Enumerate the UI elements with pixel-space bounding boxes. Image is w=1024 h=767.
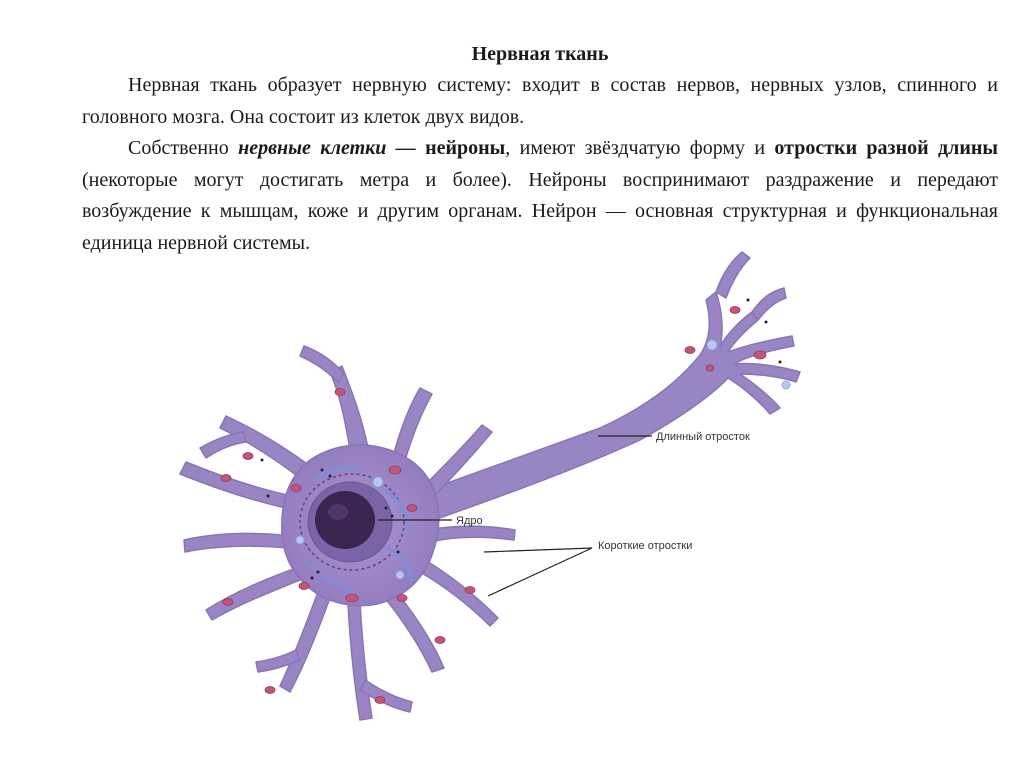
- axon-branch: [716, 252, 750, 298]
- nucleus-label: Ядро: [456, 515, 483, 527]
- dendrite: [385, 590, 444, 672]
- paragraph-2-neurons: нейроны: [425, 137, 506, 159]
- axon-branch: [752, 288, 786, 320]
- paragraph-2-text-c: (некоторые могут достигать метра и более). Нейроны воспринимают раздражение и передают возбуждение к мышцам, коже и другим органам. Нейрон — основная структурная и функциональная единица нервной системы.: [82, 168, 998, 254]
- dendrite: [300, 346, 344, 382]
- neuron: [180, 252, 800, 720]
- dendrite: [180, 462, 292, 508]
- document-title: Нервная ткань: [471, 43, 609, 65]
- dendrite: [220, 416, 310, 478]
- dendrite: [280, 592, 330, 692]
- short-processes-leader-1: [484, 548, 592, 552]
- dendrite: [420, 560, 498, 626]
- short-processes-label: Короткие отростки: [598, 540, 693, 552]
- paragraph-1-text: Нервная ткань образует нервную систему: входит в состав нервов, нервных узлов, спинного и головного мозга. Она состоит из клеток двух видов.: [82, 74, 998, 128]
- dendrite: [200, 432, 246, 458]
- dendrite: [348, 602, 372, 720]
- paragraph-2-nerve-cells: нервные клетки —: [238, 137, 426, 159]
- dendrite: [428, 526, 515, 542]
- dendrite: [184, 533, 292, 552]
- paragraph-2-processes: отростки разной длины: [774, 137, 998, 159]
- paragraph-2-text-a: Собственно: [128, 137, 239, 159]
- axon: [400, 292, 800, 525]
- paragraph-2-text-b: , имеют звёздчатую форму и: [505, 137, 775, 159]
- dendrite: [206, 568, 300, 620]
- long-process-label: Длинный отросток: [656, 431, 750, 443]
- short-processes-leader-2: [488, 548, 592, 596]
